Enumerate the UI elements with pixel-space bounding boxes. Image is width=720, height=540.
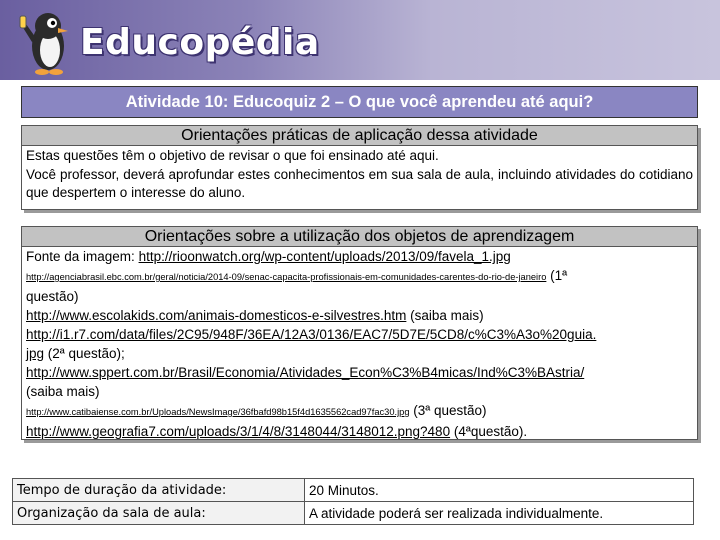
image-source-link-1[interactable]: http://rioonwatch.org/wp-content/uploads/2013/09/favela_1.jpg bbox=[138, 249, 511, 264]
practical-line-2: Você professor, deverá aprofundar estes conhecimentos em sua sala de aula, incluindo atividades do cotidiano que despertem o interesse do aluno. bbox=[26, 166, 693, 200]
practical-line-1: Estas questões têm o objetivo de revisar o que foi ensinado até aqui. bbox=[26, 148, 439, 163]
image-source-link-3[interactable]: http://www.escolakids.com/animais-domesticos-e-silvestres.htm bbox=[26, 308, 407, 323]
image-source-link-4-cont[interactable]: jpg bbox=[26, 346, 45, 361]
image-source-link-4[interactable]: http://i1.r7.com/data/files/2C95/948F/36EA/12A3/0136/EAC7/5D7E/5CD8/c%C3%A3o%20guia. bbox=[26, 327, 597, 342]
classroom-organization-value: A atividade poderá ser realizada individualmente. bbox=[305, 502, 694, 525]
classroom-organization-label: Organização da sala de aula: bbox=[13, 502, 305, 525]
practical-guidance-heading: Orientações práticas de aplicação dessa atividade bbox=[22, 126, 697, 146]
duration-label: Tempo de duração da atividade: bbox=[13, 479, 305, 502]
header-banner bbox=[0, 0, 720, 80]
question-4-note: (4ªquestão). bbox=[450, 424, 528, 439]
question-3-note: (3ª questão) bbox=[409, 403, 487, 418]
penguin-mascot-icon bbox=[18, 6, 74, 76]
more-info-note-1: (saiba mais) bbox=[406, 308, 484, 323]
duration-value: 20 Minutos. bbox=[305, 479, 694, 502]
question-1-note: (1ª bbox=[546, 268, 568, 283]
more-info-note-2: (saiba mais) bbox=[26, 384, 100, 399]
image-source-link-7[interactable]: http://www.geografia7.com/uploads/3/1/4/8/3148044/3148012.png?480 bbox=[26, 424, 451, 439]
table-row bbox=[13, 479, 694, 502]
image-source-link-6[interactable]: http://www.catibaiense.com.br/Uploads/NewsImage/36fbafd98b15f4d1635562cad97fac30.jpg bbox=[26, 407, 410, 417]
learning-objects-section bbox=[21, 226, 698, 440]
question-1-note-cont: questão) bbox=[26, 289, 79, 304]
learning-objects-body bbox=[22, 247, 697, 441]
question-2-note: (2ª questão); bbox=[44, 346, 125, 361]
learning-objects-heading: Orientações sobre a utilização dos objetos de aprendizagem bbox=[22, 227, 697, 247]
practical-guidance-body bbox=[22, 146, 697, 203]
image-source-link-2[interactable]: http://agenciabrasil.ebc.com.br/geral/noticia/2014-09/senac-capacita-profissionais-em-comunidades-carentes-do-rio-de-janeiro bbox=[26, 272, 547, 282]
source-label: Fonte da imagem: bbox=[26, 249, 139, 264]
activity-info-table bbox=[12, 478, 694, 525]
educopedia-logo: Educopédia bbox=[80, 22, 320, 63]
practical-guidance-section bbox=[21, 125, 698, 210]
image-source-link-5[interactable]: http://www.sppert.com.br/Brasil/Economia/Atividades_Econ%C3%B4micas/Ind%C3%BAstria/ bbox=[26, 365, 585, 380]
activity-title: Atividade 10: Educoquiz 2 – O que você aprendeu até aqui? bbox=[21, 86, 698, 118]
table-row bbox=[13, 502, 694, 525]
